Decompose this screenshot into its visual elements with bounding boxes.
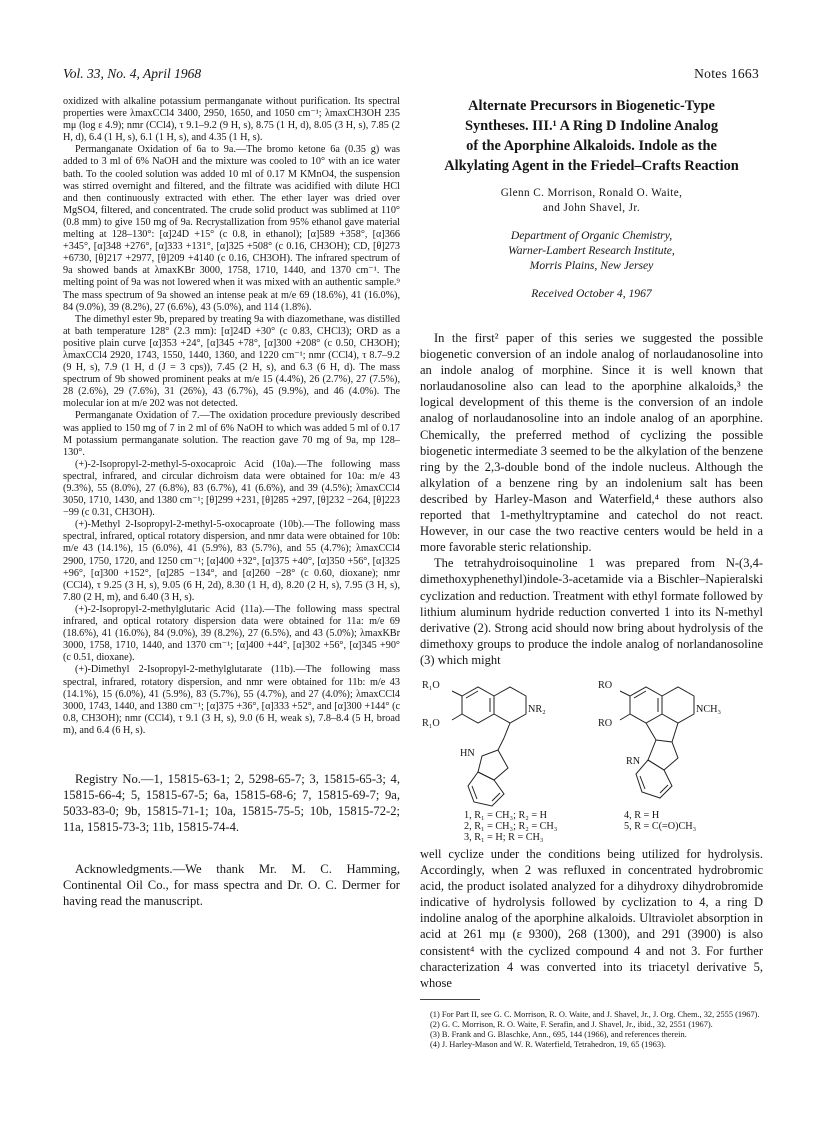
left-column <box>63 96 400 909</box>
compound-caption: 5, R = C(=O)CH₃ <box>624 820 697 832</box>
footnote-divider <box>420 999 480 1000</box>
experimental-paragraph: The dimethyl ester 9b, prepared by treating 9a with diazomethane, was distilled at bath temperature 128° (2.3 mm): [α]24D +30° (c 0.83, CHCl3); ORD as a positive plain curve [α]353 +24°, [α]345 +78°, [α]300 +208° (c 0.50, CH3OH); λmaxCCl4 2920, 1743, 1550, 1440, 1360, and 1220 cm⁻¹; nmr (CCl4), τ 8.7–9.2 (9 H, s), 7.9 (1 H, d (J = 3 cps)), 7.45 (2 H, s), and 6.3 (6 H, d). The mass spectrum of 9b showed prominent peaks at m/e 15 (4.4%), 26 (2.7%), 27 (7.5%), 28 (2.6%), 29 (7.6%), 31 (26%), 43 (6.7%), 45 (9.9%), and 46 (4.0%). The molecular ion at m/e 202 was not detected. <box>63 313 400 410</box>
piperidine-ring-left <box>494 687 526 723</box>
footnote: (1) For Part II, see G. C. Morrison, R. O. Waite, and J. Shavel, Jr., J. Org. Chem., 32, 2555 (1967). <box>430 1009 760 1019</box>
footnote: (2) G. C. Morrison, R. O. Waite, F. Serafin, and J. Shavel, Jr., ibid., 32, 2551 (1967). <box>430 1020 713 1030</box>
article-authors: Glenn C. Morrison, Ronald O. Waite, and John Shavel, Jr. <box>500 187 683 214</box>
experimental-paragraph: (+)-Methyl 2-Isopropyl-2-methyl-5-oxocaproate (10b).—The following mass spectral, infrared, optical rotatory dispersion, and nmr data were obtained for 10b: m/e 43 (14.1%), 15 (6.0%), 41 (5.9%), 83 (5.7%), and 55 (4.7%); λmaxCCl4 2900, 1750, 1720, and 1250 cm⁻¹; [α]400 +32°, [α]375 +40°, [α]350 +56°, [α]325 +96°, [α]300 +152°, [α]285 −134°, and [α]260 −28° (c 0.60, dioxane); nmr (CCl4), τ 9.25 (3 H, s), 9.05 (6 H, 2d), 8.30 (1 H, d), 8.20 (2 H, s), 7.95 (3 H, s), 7.80 (2 H, m), and 6.40 (3 H, s). <box>63 519 400 603</box>
experimental-paragraph: (+)-2-Isopropyl-2-methyl-5-oxocaproic Acid (10a).—The following mass spectral, infrared, and circular dichroism data were obtained for 10a: m/e 43 (9.3%), 55 (8.0%), 27 (6.8%), 83 (6.7%), 41 (6.6%), and 39 (4.5%); λmaxCCl4 3050, 1710, 1430, and 1380 cm⁻¹; [θ]299 +231, [θ]285 +297, [θ]232 −264, [θ]223 −99 (c 0.31, CH3OH). <box>63 458 400 519</box>
received-date: Received October 4, 1967 <box>531 287 652 300</box>
body-paragraph: The tetrahydroisoquinoline 1 was prepared from N-(3,4-dimethoxyphenethyl)indole-3-acetamide via a Bischler–Napieralski cyclization and reduction. Treatment with ethyl formate followed by lithium aluminum hydride reduction converted 1 into its N-methyl derivative (2). Strong acid should now bring about hydrolysis of the dimethoxy groups to produce the indole analog of norlandanosoline (3) which might <box>420 556 763 667</box>
benzene-ring-right <box>630 687 662 723</box>
substituent-label: NCH₃ <box>696 703 722 715</box>
article-body <box>420 330 763 991</box>
running-header-volume: Vol. 33, No. 4, April 1968 <box>63 66 202 81</box>
compound-caption: 1, R₁ = CH₃; R₂ = H <box>464 809 547 821</box>
body-paragraph: well cyclize under the conditions being utilized for hydrolysis. Accordingly, when 2 was refluxed in concentrated hydrobromic acid, the product isolated analyzed for a dihydroxy dihydrobromide indicative of hydrolysis followed by cyclization to 4, a ring D indoline analog of the aporphine alkaloids. Ultraviolet absorption in acid at 261 mμ (ε 9300), 268 (1300), and 291 (3900) is also consistent⁴ with the cyclized compound 4 and not 3. For further characterization 4 was converted into its triacetyl derivative 5, whose <box>420 846 763 990</box>
substituent-label: NR₂ <box>528 703 546 715</box>
footnotes <box>420 1010 763 1051</box>
piperidine-ring-right <box>662 687 694 723</box>
registry-numbers: Registry No.—1, 15815-63-1; 2, 5298-65-7; 3, 15815-65-3; 4, 15815-66-4; 5, 15815-67-5; 6a, 15815-68-6; 7, 15815-69-7; 9a, 5033-83-0; 9b, 15815-71-1; 10a, 15815-75-5; 10b, 15815-72-2; 11a, 15815-73-3; 11b, 15815-74-4. <box>63 771 400 834</box>
substituent-label: R₁O <box>422 717 440 729</box>
substituent-label: R₁O <box>422 679 440 691</box>
compound-caption: 2, R₁ = CH₃; R₂ = CH₃ <box>464 820 558 832</box>
experimental-paragraph: (+)-2-Isopropyl-2-methylglutaric Acid (11a).—The following mass spectral infrared, and optical rotatory dispersion data were obtained for 11a: m/e 69 (18.6%), 41 (16.0%), 84 (9.0%), 39 (8.2%), 27 (6.5%), and 43 (5.0%); λmaxKBr 3000, 1758, 1710, 1440, and 1370 cm⁻¹; [α]400 +44°, [α]302 +56°, [α]345 +90° (c 0.51, dioxane). <box>63 603 400 664</box>
substituent-label: RO <box>598 679 613 691</box>
body-paragraph: In the first² paper of this series we suggested the possible biogenetic conversion of an indole analog of norlaudanosoline into an indole analog of morphine. Since it is well known that norlaudanosoline also can lead to the aporphine alkaloids,³ the logical development of this theme is the conversion of an indole analog of norlaudanosoline into an indole analog of an aporphine. Chemically, the preferred method of cyclizing the possible biogenetic intermediate 3 seemed to be the alkylation of the benzene ring by the 2,3-double bond of the indole nucleus. Although the alkylation of a benzene ring by an indolenium salt has been described by Harley-Mason and Waterfield,⁴ these authors also reported that 1-methyltryptamine and catechol do not react. However, in our case the two reactive centers would be held in a more favorable steric relationship. <box>420 331 763 555</box>
substituent-label: RN <box>626 755 641 767</box>
experimental-paragraph: Permanganate Oxidation of 6a to 9a.—The bromo ketone 6a (0.35 g) was added to 3 ml of 6% NaOH and the mixture was cooled to 10° with an ice water bath. To the cooled solution was added 10 ml of 0.17 M KMnO4, the suspension was stirred overnight and filtered, and the filtrate was acidified with dilute HCl and then continuously extracted with ether. The ether layer was dried over MgSO4, filtered, and concentrated. The crude solid product was sublimed at 110° (0.8 mm) to give 150 mg of 9a. Recrystallization from 95% ethanol gave material melting at 128–130°: [α]24D +15° (c 0.8, in ethanol); [α]589 +358°, [α]366 +345°, [α]348 +276°, [α]333 +131°, [α]325 +508° (c 0.16, CH3OH); CD, [θ]273 +6730, [θ]217 +2977, [θ]209 +4140 (c 0.16, CH3OH). The infrared spectrum of 9a showed bands at λmaxKBr 3000, 1758, 1710, 1440, and 1370 cm⁻¹. The melting point of 9a was not lowered when it was mixed with an authentic sample.⁹ The mass spectrum of 9a showed an intense peak at m/e 69 (18.6%), 41 (16.0%), 84 (9.0%), 39 (8.2%), 27 (6.6%), 43 (5.0%), and 114 (1.8%). <box>63 144 400 313</box>
indoline-ring-right <box>648 740 678 770</box>
experimental-paragraph: (+)-Dimethyl 2-Isopropyl-2-methylglutarate (11b).—The following mass spectral, infrared, rotatory dispersion, and nmr were obtained for 11b: m/e 43 (14.1%), 15 (6.0%), 41 (5.9%), 83 (5.7%), 55 (4.7%), and 27 (4.0%); λmaxCCl4 3000, 1743, 1440, and 1380 cm⁻¹; [α]375 +36°, [α]333 +52°, and [α]300 +144° (c 0.8, CH3OH); nmr (CCl4), τ 9.1 (3 H, s), 9.0 (6 H, weak s), 7.8–8.4 (5 H, broad m), and 6.4 (6 H, s). <box>63 664 400 736</box>
structure-figure <box>420 674 763 842</box>
running-header-page: Notes 1663 <box>694 66 759 81</box>
indole-ring-left <box>478 750 508 780</box>
compound-caption: 3, R₁ = H; R = CH₃ <box>464 831 544 843</box>
substituent-label: HN <box>460 747 475 759</box>
article-title: Alternate Precursors in Biogenetic-Type Syntheses. III.¹ A Ring D Indoline Analog of the Aporphine Alkaloids. Indole as the Alkylating Agent in the Friedel–Crafts Reaction <box>444 98 739 174</box>
experimental-paragraph: oxidized with alkaline potassium permanganate without purification. Its spectral properties were λmaxCCl4 3400, 2950, 1650, and 1050 cm⁻¹; λmaxCH3OH 235 mμ (log ε 4.9); nmr (CCl4), τ 9.1–9.2 (9 H, s), 8.75 (1 H, d), 8.05 (3 H, s), 7.85 (2 H, d), 6.4 (1 H, s), 6.1 (1 H, s), and 4.35 (1 H, s). <box>63 96 400 144</box>
acknowledgments: Acknowledgments.—We thank Mr. M. C. Hamming, Continental Oil Co., for mass spectra and Dr. O. C. Dermer for having read the manuscript. <box>63 861 400 908</box>
compound-caption: 4, R = H <box>624 809 660 821</box>
benzene-ring-left <box>462 687 494 723</box>
substituent-label: RO <box>598 717 613 729</box>
experimental-paragraph: Permanganate Oxidation of 7.—The oxidation procedure previously described was applied to 150 mg of 7 in 2 ml of 6% NaOH to which was added 5 ml of 0.17 M potassium permanganate solution. The reaction gave 70 mg of 9a, mp 128–130°. <box>63 410 400 458</box>
footnote: (4) J. Harley-Mason and W. R. Waterfield, Tetrahedron, 19, 65 (1963). <box>430 1040 666 1050</box>
right-column <box>420 96 763 1051</box>
article-affiliation: Department of Organic Chemistry, Warner-Lambert Research Institute, Morris Plains, New Jersey <box>508 229 675 272</box>
footnote: (3) B. Frank and G. Blaschke, Ann., 695, 144 (1966), and references therein. <box>430 1030 687 1040</box>
